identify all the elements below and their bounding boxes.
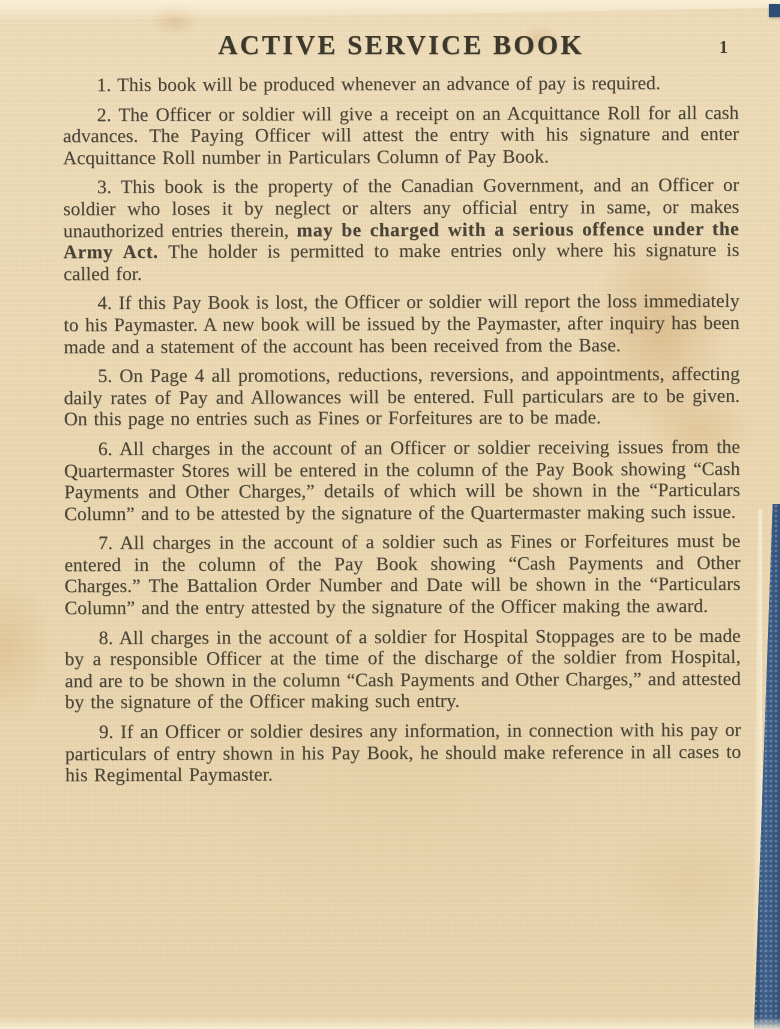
paragraph-8-text: 8. All charges in the account of a soldier for Hospital Stoppages are to be made by a responsible Officer at the time of the discharge of the soldier from Hospital, and are to be shown in the column “Cash Payments and Other Charges,” and attested by the signature of the Officer making such entry. xyxy=(64,625,741,714)
paragraph-6 xyxy=(64,437,740,526)
book-cover-corner xyxy=(769,4,780,17)
page-number: 1 xyxy=(719,37,728,57)
paragraph-3-text-bold: may be charged with a serious offence under the Army Act. xyxy=(63,218,740,264)
paragraph-7 xyxy=(64,531,740,620)
paragraph-3-text-before: 3. This book is the property of the Canadian Government, and an Officer or soldier who loses it by neglect or alters any official entry in same, or makes unauthorized entries therein, xyxy=(63,175,740,242)
paragraph-6-text: 6. All charges in the account of an Officer or soldier receiving issues from the Quartermaster Stores will be entered in the column of the Pay Book showing “Cash Payments and Other Charges,” details of which will be shown in the “Particulars Column” and to be attested by the signature of the Quartermaster making such issue. xyxy=(64,436,741,525)
paragraph-9 xyxy=(65,720,741,787)
page-edge-top xyxy=(0,0,780,22)
page-header xyxy=(64,30,738,66)
paragraph-2 xyxy=(63,102,739,169)
paragraph-5-text: 5. On Page 4 all promotions, reductions, reversions, and appointments, affecting daily rates of Pay and Allowances will be entered. Full particulars are to be given. On this page no entries such as Fines or Forfeitures are to be made. xyxy=(63,363,740,431)
paragraph-3-text-after: The holder is permitted to make entries only where his signature is called for. xyxy=(63,239,740,285)
paragraph-1-text: 1. This book will be produced whenever an advance of pay is required. xyxy=(96,73,661,97)
book-cover-edge xyxy=(754,504,780,1029)
paragraph-8 xyxy=(65,625,741,714)
page-title: ACTIVE SERVICE BOOK xyxy=(217,30,585,60)
paragraph-7-text: 7. All charges in the account of a soldier such as Fines or Forfeitures must be entered in the column of the Pay Book showing “Cash Payments and Other Charges.” The Battalion Order Number and Date will be shown in the “Particulars Column” and the entry attested by the signature of the Officer making the award. xyxy=(64,531,741,620)
instructions-text xyxy=(63,73,742,795)
paragraph-5 xyxy=(64,364,740,431)
paragraph-4-text: 4. If this Pay Book is lost, the Officer or soldier will report the loss immediately to his Paymaster. A new book will be issued by the Paymaster, after inquiry has been made and a statement of the account has been received from the Base. xyxy=(63,291,740,358)
paragraph-4 xyxy=(64,291,740,358)
paragraph-1 xyxy=(63,73,739,97)
paragraph-3 xyxy=(63,175,739,285)
page-edge-bottom xyxy=(0,1017,780,1029)
paragraph-9-text: 9. If an Officer or soldier desires any information, in connection with his pay or particulars of entry shown in his Pay Book, he should make reference in all cases to his Regimental Paymaster. xyxy=(65,719,742,787)
paragraph-2-text: 2. The Officer or soldier will give a receipt on an Acquittance Roll for all cash advances. The Paying Officer will attest the entry with his signature and enter Acquittance Roll number in Particulars Column of Pay Book. xyxy=(62,102,739,169)
